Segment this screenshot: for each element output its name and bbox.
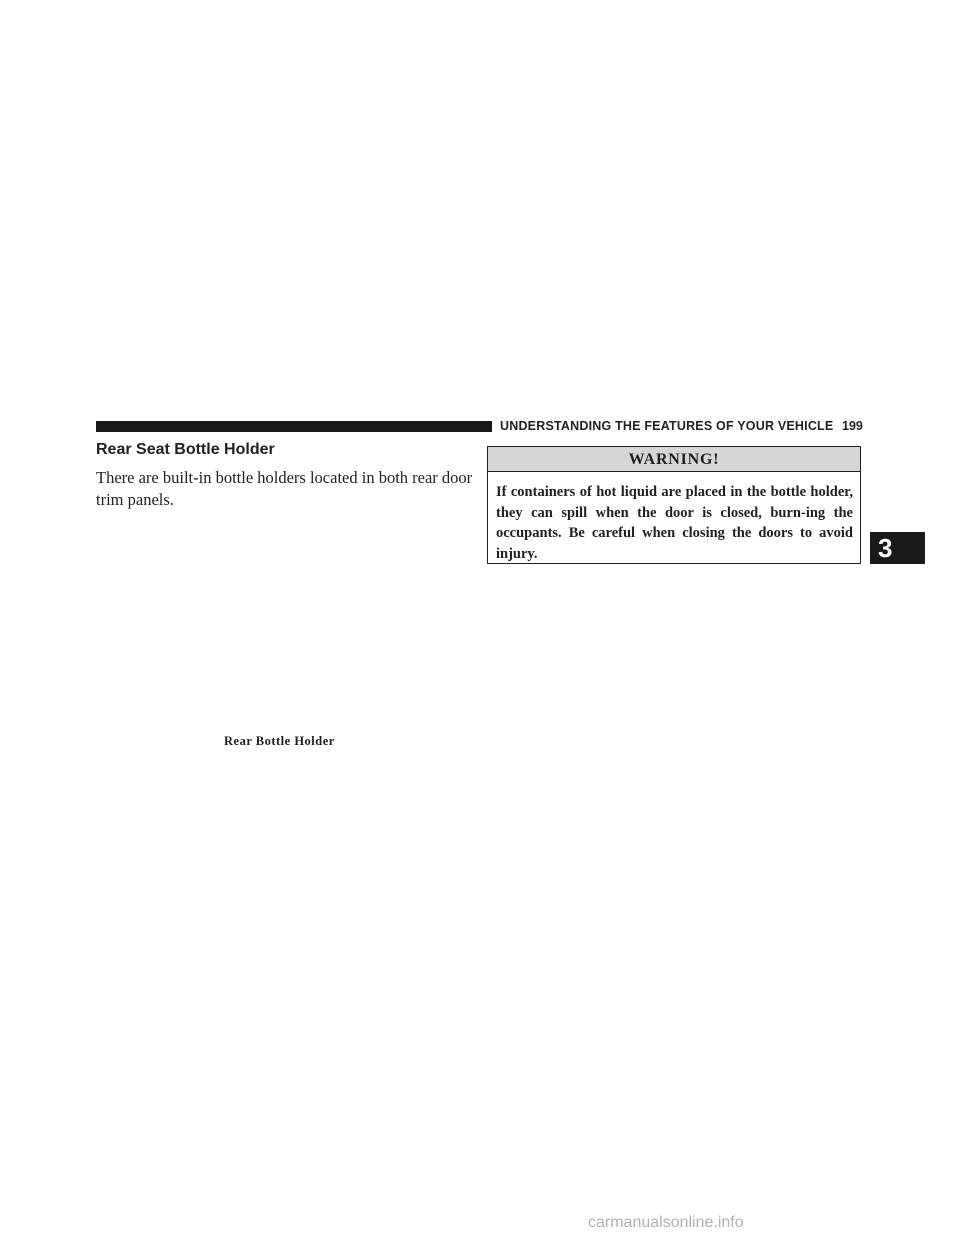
warning-box	[487, 446, 861, 564]
warning-title: WARNING!	[488, 447, 860, 472]
watermark-text: carmanualsonline.info	[588, 1214, 744, 1231]
page-number: 199	[842, 419, 863, 433]
figure-caption: Rear Bottle Holder	[224, 734, 335, 748]
running-header-title: UNDERSTANDING THE FEATURES OF YOUR VEHICLE	[500, 419, 834, 433]
warning-text: If containers of hot liquid are placed in the bottle holder, they can spill when the door is closed, burn-ing the occupants. Be careful when closing the doors to avoid injury.	[496, 484, 853, 562]
section-heading: Rear Seat Bottle Holder	[96, 441, 275, 458]
section-body-text: There are built-in bottle holders located in both rear door trim panels.	[96, 468, 473, 509]
chapter-tab: 3	[870, 532, 925, 564]
header-rule-bar	[96, 421, 492, 432]
